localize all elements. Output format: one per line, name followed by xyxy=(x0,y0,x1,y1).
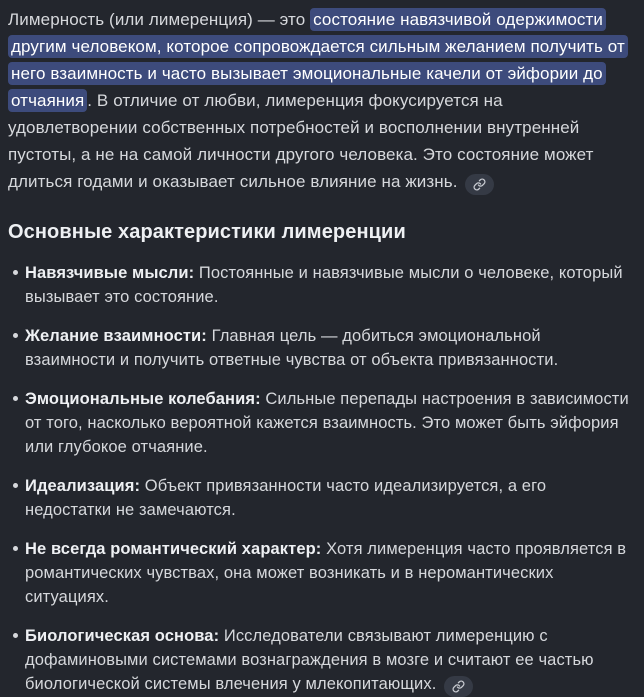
list-item-emotional-swings xyxy=(8,387,634,459)
item-description: Сильные перепады настроения в зависимости от того, насколько вероятной кажется взаимность. Это может быть эйфория или глубокое отчаяние. xyxy=(25,390,629,456)
highlighted-quote: состояние навязчивой одержимости другим человеком, которое сопровождается сильным желанием получить от него взаимность и часто вызывает эмоциональные качели от эйфории до отчаяния xyxy=(8,8,628,112)
item-term: Идеализация: xyxy=(25,477,141,495)
source-link-button[interactable] xyxy=(465,174,494,195)
intro-paragraph xyxy=(8,6,634,195)
list-item-desire-reciprocity xyxy=(8,324,634,372)
intro-text-after: . В отличие от любви, лимеренция фокусируется на удовлетворении собственных потребностей и восполнении внутренней пустоты, а не на самой личности другого человека. Это состояние может длиться годами и оказывает сильное влияние на жизнь. xyxy=(8,91,594,191)
list-item-biological-basis xyxy=(8,624,634,697)
item-description: Хотя лимеренция часто проявляется в романтических чувствах, она может возникать и в неромантических ситуациях. xyxy=(25,540,627,606)
item-term: Навязчивые мысли: xyxy=(25,264,195,282)
item-term: Биологическая основа: xyxy=(25,627,220,645)
list-item-not-always-romantic xyxy=(8,537,634,609)
item-term: Эмоциональные колебания: xyxy=(25,390,261,408)
link-icon xyxy=(473,178,486,191)
item-description: Исследователи связывают лимеренцию с дофаминовыми системами вознаграждения в мозге и считают ее частью биологической системы влечения у млекопитающих. xyxy=(25,627,594,693)
list-item-idealization xyxy=(8,474,634,522)
item-term: Не всегда романтический характер: xyxy=(25,540,322,558)
item-description: Постоянные и навязчивые мысли о человеке, который вызывает это состояние. xyxy=(25,264,623,306)
section-heading: Основные характеристики лимеренции xyxy=(8,221,406,243)
item-description: Объект привязанности часто идеализируется, а его недостатки не замечаются. xyxy=(25,477,547,519)
item-term: Желание взаимности: xyxy=(25,327,207,345)
intro-text-before: Лимерность (или лимеренция) — это xyxy=(8,10,311,29)
link-icon xyxy=(452,680,465,693)
item-description: Главная цель — добиться эмоциональной взаимности и получить ответные чувства от объекта привязанности. xyxy=(25,327,559,369)
list-item-obsessive-thoughts xyxy=(8,261,634,309)
source-link-button[interactable] xyxy=(444,676,473,697)
characteristics-list xyxy=(8,261,634,697)
